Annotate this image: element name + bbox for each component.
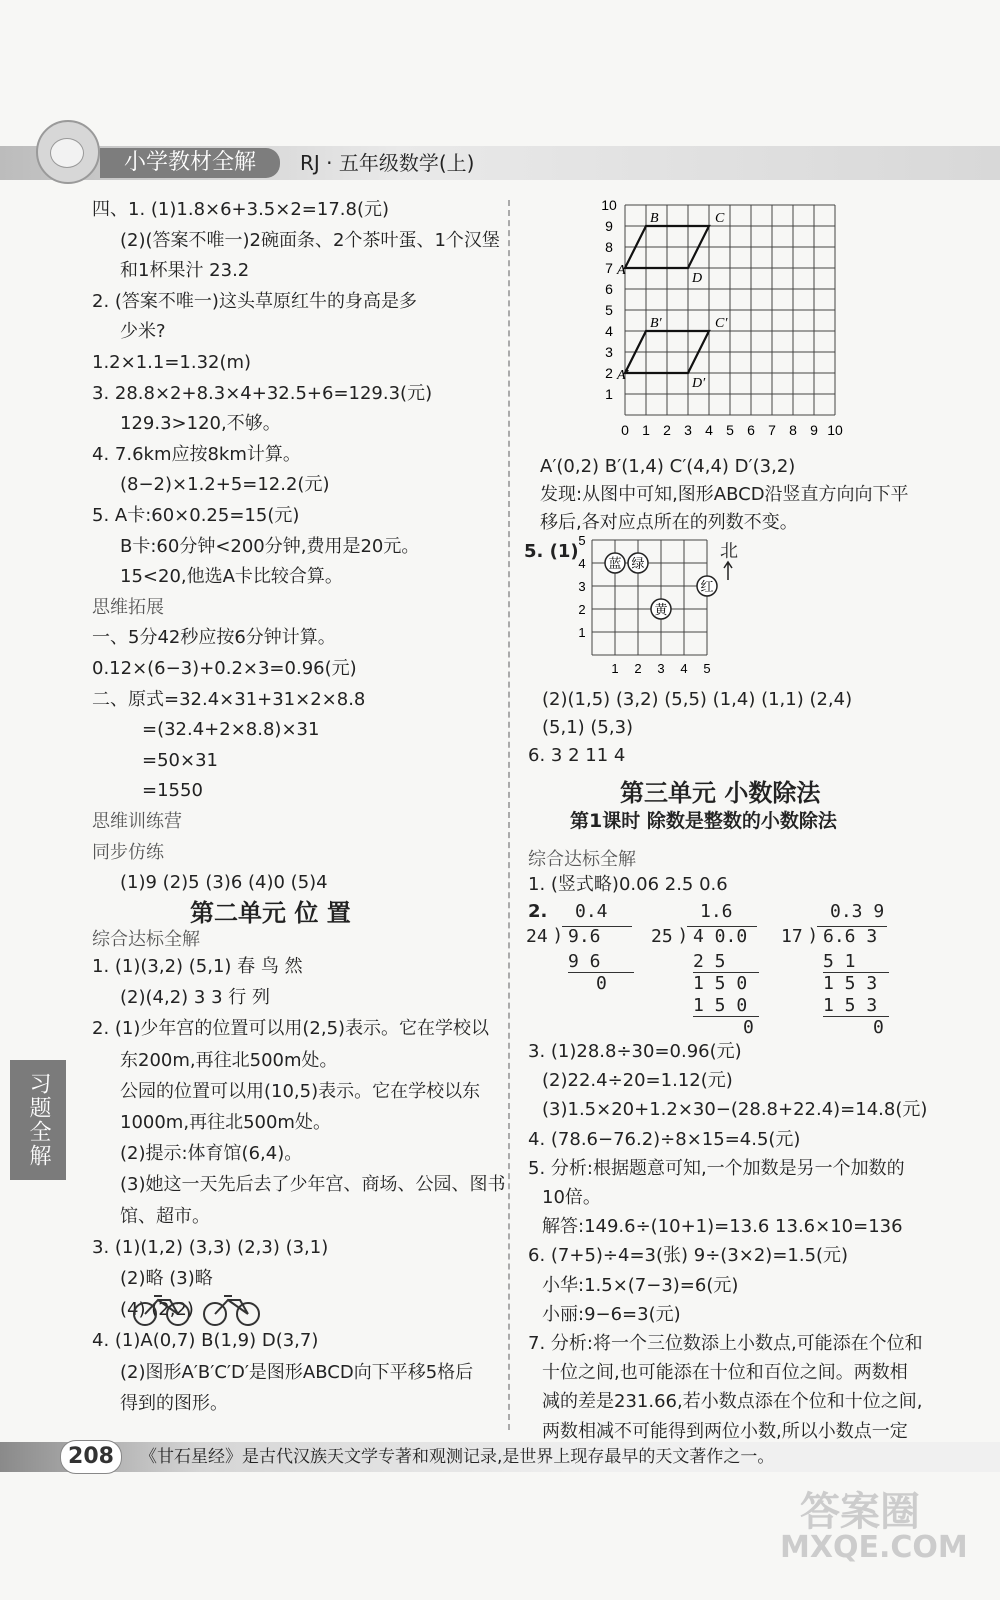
x-tick-label: 0 (621, 422, 629, 438)
x-tick-label: 9 (810, 422, 818, 438)
division-step: 9 6 (568, 951, 601, 972)
text-line: (3)她这一天先后去了少年宫、商场、公园、图书 (120, 1174, 506, 1196)
text-line: (2)(1,5) (3,2) (5,5) (1,4) (1,1) (2,4) (542, 689, 853, 710)
text-line: (1)9 (2)5 (3)6 (4)0 (5)4 (120, 872, 328, 894)
division-bracket: ) (679, 925, 687, 946)
division-step: 1 5 3 (823, 995, 878, 1016)
x-tick-label: 2 (634, 661, 642, 676)
text-line: 减的差是231.66,若小数点添在个位和十位之间, (542, 1391, 923, 1413)
y-tick-label: 6 (605, 281, 613, 297)
vertex-label: A (617, 263, 626, 278)
text-line: 同步仿练 (92, 841, 164, 863)
text-line: (8−2)×1.2+5=12.2(元) (120, 474, 330, 496)
text-line: 四、1. (1)1.8×6+3.5×2=17.8(元) (92, 199, 389, 220)
color-marker-label: 黄 (654, 603, 668, 618)
text-line: 3. (1)(1,2) (3,3) (2,3) (3,1) (92, 1236, 329, 1258)
text-line: =50×31 (142, 749, 218, 771)
column-divider (508, 200, 510, 1430)
text-line: 发现:从图中可知,图形ABCD沿竖直方向向下平 (540, 484, 909, 505)
divisor: 24 (526, 926, 548, 947)
footer-note: 《甘石星经》是古代汉族天文学专著和观测记录,是世界上现存最早的天文著作之一。 (140, 1447, 775, 1467)
bicycle-icons (130, 1288, 270, 1328)
division-step: 1 5 0 (693, 973, 748, 994)
unit2-section: 综合达标全解 (92, 929, 200, 950)
text-line: 公园的位置可以用(10,5)表示。它在学校以东 (120, 1080, 481, 1102)
text-line: (2)提示:体育馆(6,4)。 (120, 1143, 303, 1165)
text-line: 东200m,再往北500m处。 (120, 1049, 338, 1071)
text-line: 4. 7.6km应按8km计算。 (92, 443, 301, 465)
text-line: 二、原式=32.4×31+31×2×8.8 (92, 688, 366, 710)
text-line: 3. (1)28.8÷30=0.96(元) (528, 1041, 742, 1062)
division-bracket: ) (554, 925, 562, 946)
text-line: 4. (1)A(0,7) B(1,9) D(3,7) (92, 1330, 319, 1352)
text-line: (5,1) (5,3) (542, 717, 634, 738)
x-tick-label: 4 (680, 661, 688, 676)
text-line: (3)1.5×20+1.2×30−(28.8+22.4)=14.8(元) (542, 1099, 928, 1121)
x-tick-label: 1 (611, 661, 619, 676)
y-tick-label: 4 (578, 556, 586, 571)
vertex-label: C (715, 211, 725, 226)
text-line: 两数相减不可能得到两位小数,所以小数点一定 (542, 1420, 908, 1442)
text-line: (4) (2,2) (120, 1299, 194, 1321)
mascot-face-icon (50, 138, 84, 168)
watermark-url: MXQE.COM (780, 1530, 968, 1565)
text-line: 5. A卡:60×0.25=15(元) (92, 505, 300, 526)
text-line: 得到的图形。 (120, 1392, 228, 1414)
unit3-section: 综合达标全解 (528, 849, 636, 870)
text-line: 15<20,他选A卡比较合算。 (120, 566, 343, 588)
divisor: 17 (781, 926, 803, 947)
y-tick-label: 5 (605, 302, 613, 318)
text-line: 思维训练营 (92, 811, 182, 832)
dividend: 9.6 (568, 926, 601, 947)
y-tick-label: 2 (578, 602, 586, 617)
division-step: 1 5 3 (823, 973, 878, 994)
y-tick-label: 10 (601, 197, 617, 213)
coordinate-grid (595, 195, 865, 445)
vertex-label: B′ (650, 316, 662, 331)
x-tick-label: 6 (747, 422, 755, 438)
book-title: 小学教材全解 (100, 148, 280, 178)
text-line: (2)(4,2) 3 3 行 列 (120, 987, 270, 1009)
text-line: 0.12×(6−3)+0.2×3=0.96(元) (92, 658, 357, 679)
q2-label: 2. (528, 901, 548, 922)
y-tick-label: 1 (578, 625, 586, 640)
text-line: (2)22.4÷20=1.12(元) (542, 1070, 733, 1092)
x-tick-label: 4 (705, 422, 713, 438)
vertex-label: A′ (617, 368, 629, 383)
text-line: 小华:1.5×(7−3)=6(元) (542, 1274, 739, 1296)
text-line: (2)(答案不唯一)2碗面条、2个茶叶蛋、1个汉堡 (120, 229, 500, 251)
x-tick-label: 1 (642, 422, 650, 438)
dividend: 4 0.0 (693, 926, 748, 947)
y-tick-label: 5 (578, 535, 586, 548)
text-line: 7. 分析:将一个三位数添上小数点,可能添在个位和 (528, 1333, 923, 1354)
text-line: 和1杯果汁 23.2 (120, 260, 250, 282)
unit3-lesson: 第1课时 除数是整数的小数除法 (570, 810, 837, 832)
color-marker-label: 红 (700, 580, 714, 595)
book-subtitle: RJ · 五年级数学(上) (300, 151, 475, 175)
x-tick-label: 5 (703, 661, 711, 676)
text-line: 解答:149.6÷(10+1)=13.6 13.6×10=136 (542, 1216, 903, 1238)
text-line: =1550 (142, 780, 203, 802)
text-line: 1000m,再往北500m处。 (120, 1112, 331, 1133)
text-line: 2. (答案不唯一)这头草原红牛的身高是多 (92, 290, 417, 312)
y-tick-label: 4 (605, 323, 613, 339)
vertex-label: D′ (692, 376, 706, 391)
y-tick-label: 8 (605, 239, 613, 255)
text-line: 3. 28.8×2+8.3×4+32.5+6=129.3(元) (92, 382, 433, 404)
vertex-label: D (692, 271, 703, 286)
x-tick-label: 5 (726, 422, 734, 438)
text-line: 移后,各对应点所在的列数不变。 (540, 512, 798, 533)
dividend: 6.6 3 (823, 926, 878, 947)
division-step: 5 1 (823, 951, 856, 972)
text-line: 1. (1)(3,2) (5,1) 春 鸟 然 (92, 956, 303, 977)
text-line: 5. 分析:根据题意可知,一个加数是另一个加数的 (528, 1157, 905, 1179)
text-line: 6. (7+5)÷4=3(张) 9÷(3×2)=1.5(元) (528, 1245, 849, 1267)
text-line: 4. (78.6−76.2)÷8×15=4.5(元) (528, 1128, 801, 1150)
direction-grid (570, 535, 740, 680)
text-line: 馆、超市。 (120, 1205, 210, 1227)
watermark-logo: 答案圈 (800, 1489, 920, 1535)
color-marker-label: 绿 (631, 557, 645, 572)
text-line: 6. 3 2 11 4 (528, 745, 626, 766)
quotient: 0.3 9 (830, 901, 885, 922)
text-line: 2. (1)少年宫的位置可以用(2,5)表示。它在学校以 (92, 1018, 490, 1040)
unit2-title: 第二单元 位 置 (190, 899, 351, 927)
text-line: =(32.4+2×8.8)×31 (142, 719, 320, 741)
x-tick-label: 7 (768, 422, 776, 438)
x-tick-label: 8 (789, 422, 797, 438)
text-line: 少米? (120, 321, 166, 343)
vertex-label: C′ (715, 316, 728, 331)
text-line: 一、5分42秒应按6分钟计算。 (92, 627, 336, 649)
text-line: 小丽:9−6=3(元) (542, 1303, 681, 1325)
text-line: 129.3>120,不够。 (120, 413, 281, 435)
divisor: 25 (651, 926, 673, 947)
y-tick-label: 9 (605, 218, 613, 234)
division-step: 0 (873, 1017, 884, 1038)
vertex-label: B (650, 211, 659, 226)
division-bracket: ) (809, 925, 817, 946)
q1-answer: 1. (竖式略)0.06 2.5 0.6 (528, 874, 728, 895)
division-step: 0 (596, 973, 607, 994)
text-line: 1.2×1.1=1.32(m) (92, 352, 252, 373)
text-line: 思维拓展 (92, 596, 164, 618)
x-tick-label: 3 (684, 422, 692, 438)
text-line: 10倍。 (542, 1187, 601, 1208)
y-tick-label: 2 (605, 365, 613, 381)
division-step: 0 (743, 1017, 754, 1038)
y-tick-label: 7 (605, 260, 613, 276)
text-line: (2)图形A′B′C′D′是图形ABCD向下平移5格后 (120, 1361, 474, 1383)
text-line: (2)略 (3)略 (120, 1268, 213, 1289)
y-tick-label: 3 (578, 579, 586, 594)
page-number: 208 (60, 1440, 122, 1474)
color-marker-label: 蓝 (608, 557, 622, 572)
x-tick-label: 2 (663, 422, 671, 438)
y-tick-label: 1 (605, 386, 613, 402)
text-line: B卡:60分钟<200分钟,费用是20元。 (120, 535, 420, 557)
side-tab: 习题全解 (10, 1060, 66, 1180)
text-line: A′(0,2) B′(1,4) C′(4,4) D′(3,2) (540, 456, 796, 477)
x-tick-label: 10 (827, 422, 843, 438)
north-label: 北 (720, 541, 738, 562)
division-step: 2 5 (693, 951, 726, 972)
x-tick-label: 3 (657, 661, 665, 676)
north-arrow-icon (722, 560, 734, 582)
q5-label: 5. (1) (524, 541, 579, 562)
unit3-title: 第三单元 小数除法 (620, 779, 821, 807)
division-step: 1 5 0 (693, 995, 748, 1016)
y-tick-label: 3 (605, 344, 613, 360)
text-line: 十位之间,也可能添在十位和百位之间。两数相 (542, 1362, 908, 1384)
quotient: 0.4 (575, 901, 608, 922)
quotient: 1.6 (700, 901, 733, 922)
